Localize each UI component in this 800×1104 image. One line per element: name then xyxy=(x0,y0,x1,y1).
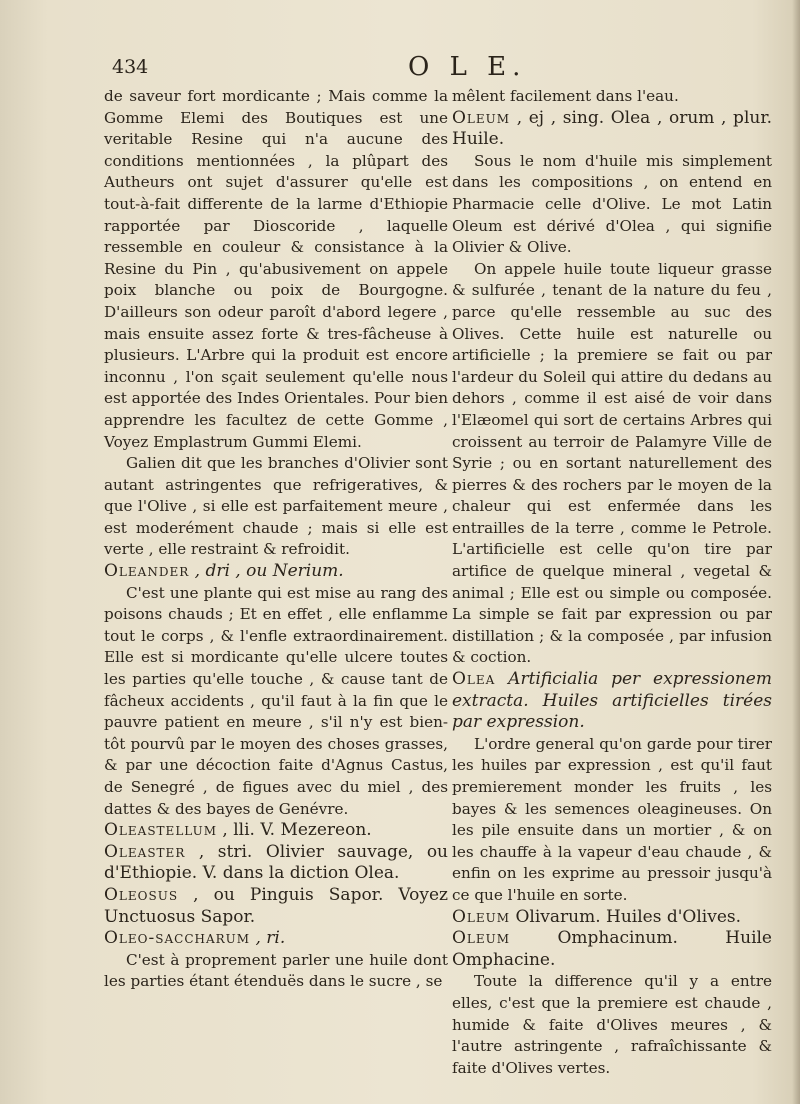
oleander-variant: , dri , ou Nerium. xyxy=(189,561,344,582)
olea-artificialia-heading xyxy=(452,669,772,734)
oleosus-headword: Oleosus xyxy=(104,884,179,905)
olea-artificialia-headword: Olea xyxy=(452,669,496,690)
oleaster-entry xyxy=(104,842,448,885)
oleum-olivarum-text: Olivarum. Huiles d'Olives. xyxy=(510,906,742,927)
olea-artificialia-paragraph: L'ordre general qu'on garde pour tirer les huiles par expression , est qu'il faut premierement monder les fruits , les bayes & les semences oleagineuses. On les pile ensuite dans un mortier , & on les chauffe à la vapeur d'eau chaude , & enfin on les exprime au pressoir jusqu'à ce que l'huile en sorte. xyxy=(452,734,772,904)
oleosaccharum-variant: , ri. xyxy=(250,928,286,949)
oleosus-text: , ou Pinguis Sapor. Voyez Unctuosus Sapor. xyxy=(104,884,448,927)
oleastellum-entry xyxy=(104,820,448,842)
galien-paragraph: Galien dit que les branches d'Olivier sont autant astringentes que refrigeratives, & que l'Olive , si elle est parfaitement meure , est moderément chaude ; mais si elle est verte , elle restraint & refroidit. xyxy=(104,454,448,559)
right-column xyxy=(452,86,772,1079)
oleosus-entry xyxy=(104,885,448,928)
oleum-heading xyxy=(452,108,772,151)
oleaster-text: , stri. Olivier sauvage, ou d'Ethiopie. V. dans la diction Olea. xyxy=(104,841,448,884)
oleosaccharum-headword: Oleo-saccharum xyxy=(104,928,251,949)
gomme-elemi-paragraph: de saveur fort mordicante ; Mais comme la Gomme Elemi des Boutiques est une veritable Resine qui n'a aucune des conditions mentionnées , la plûpart des Autheurs ont sujet d'assurer qu'elle est tout-à-fait differente de la larme d'Ethiopie rapportée par Dioscoride , laquelle ressemble en couleur & consistance à la Resine du Pin , qu'abusivement on appele poix blanche ou poix de Bourgogne. D'ailleurs son odeur paroît d'abord legere , mais ensuite assez forte & tres-fâcheuse à plusieurs. L'Arbre qui la produit est encore inconnu , l'on sçait seulement qu'elle nous est apportée des Indes Orientales. Pour bien apprendre les facultez de cette Gomme , Voyez Emplastrum Gummi Elemi. xyxy=(104,87,448,451)
page-header xyxy=(112,52,772,88)
left-column xyxy=(104,86,448,993)
final-paragraph: Toute la difference qu'il y a entre elles, c'est que la premiere est chaude , humide & faite d'Olives meures , & l'autre astringente , rafraîchissante & faite d'Olives vertes. xyxy=(452,972,772,1077)
continuation-line: mêlent facilement dans l'eau. xyxy=(452,87,679,105)
olea-artificialia-title: Artificialia per expressionem extracta. Huiles artificielles tirées par expression. xyxy=(452,669,772,733)
oleum-olivarum-entry xyxy=(452,907,772,929)
oleum-variant: , ej , sing. Olea , orum , plur. Huile. xyxy=(452,107,772,150)
oleum-paragraph-1: Sous le nom d'huile mis simplement dans les compositions , on entend en Pharmacie celle d'Olive. Le mot Latin Oleum est dérivé d'Olea , qui signifie Olivier & Olive. xyxy=(452,151,772,257)
oleander-heading xyxy=(104,561,448,583)
oleastellum-text: , lli. V. Mezereon. xyxy=(217,820,372,841)
oleander-headword: Oleander xyxy=(104,561,190,582)
running-head: O L E. xyxy=(408,52,527,82)
oleastellum-headword: Oleastellum xyxy=(104,820,217,841)
oleum-omphacinum-entry xyxy=(452,928,772,971)
oleum-olivarum-headword: Oleum xyxy=(452,906,511,927)
oleaster-headword: Oleaster xyxy=(104,841,186,862)
oleander-paragraph: C'est une plante qui est mise au rang des poisons chauds ; Et en effet , elle enflamme tout le corps , & l'enfle extraordinairement. Elle est si mordicante qu'elle ulcere toutes les parties qu'elle touche , & cause tant de fâcheux accidents , qu'il faut à la fin que le pauvre patient en meure , s'il n'y est bien-tôt pourvû par le moyen des choses grasses, & par une décoction faite d'Agnus Castus, de Senegré , de figues avec du miel , des dattes & des bayes de Genévre. xyxy=(104,583,448,818)
oleum-paragraph-2: On appele huile toute liqueur grasse & sulfurée , tenant de la nature du feu , parce qu'elle ressemble au suc des Olives. Cette huile est naturelle ou artificielle ; la premiere se fait ou par l'ardeur du Soleil qui attire du dedans au dehors , comme il est aisé de voir dans l'Elæomel qui sort de certains Arbres qui croissent au terroir de Palamyre Ville de Syrie ; ou en sortant naturellement des pierres & des rochers par le moyen de la chaleur qui est enfermée dans les entrailles de la terre , comme le Petrole. L'artificielle est celle qu'on tire par artifice de quelque mineral , vegetal & animal ; Elle est ou simple ou composée. La simple se fait par expression ou par distillation ; & la composée , par infusion & coction. xyxy=(452,259,772,667)
oleum-headword: Oleum xyxy=(452,107,511,128)
oleum-omphacinum-text: Omphacinum. Huile Omphacine. xyxy=(452,928,772,970)
oleosaccharum-paragraph: C'est à proprement parler une huile dont les parties étant étenduës dans le sucre , se xyxy=(104,950,448,991)
oleum-omphacinum-headword: Oleum xyxy=(452,928,511,949)
oleosaccharum-entry xyxy=(104,928,448,950)
page-number: 434 xyxy=(112,56,149,78)
